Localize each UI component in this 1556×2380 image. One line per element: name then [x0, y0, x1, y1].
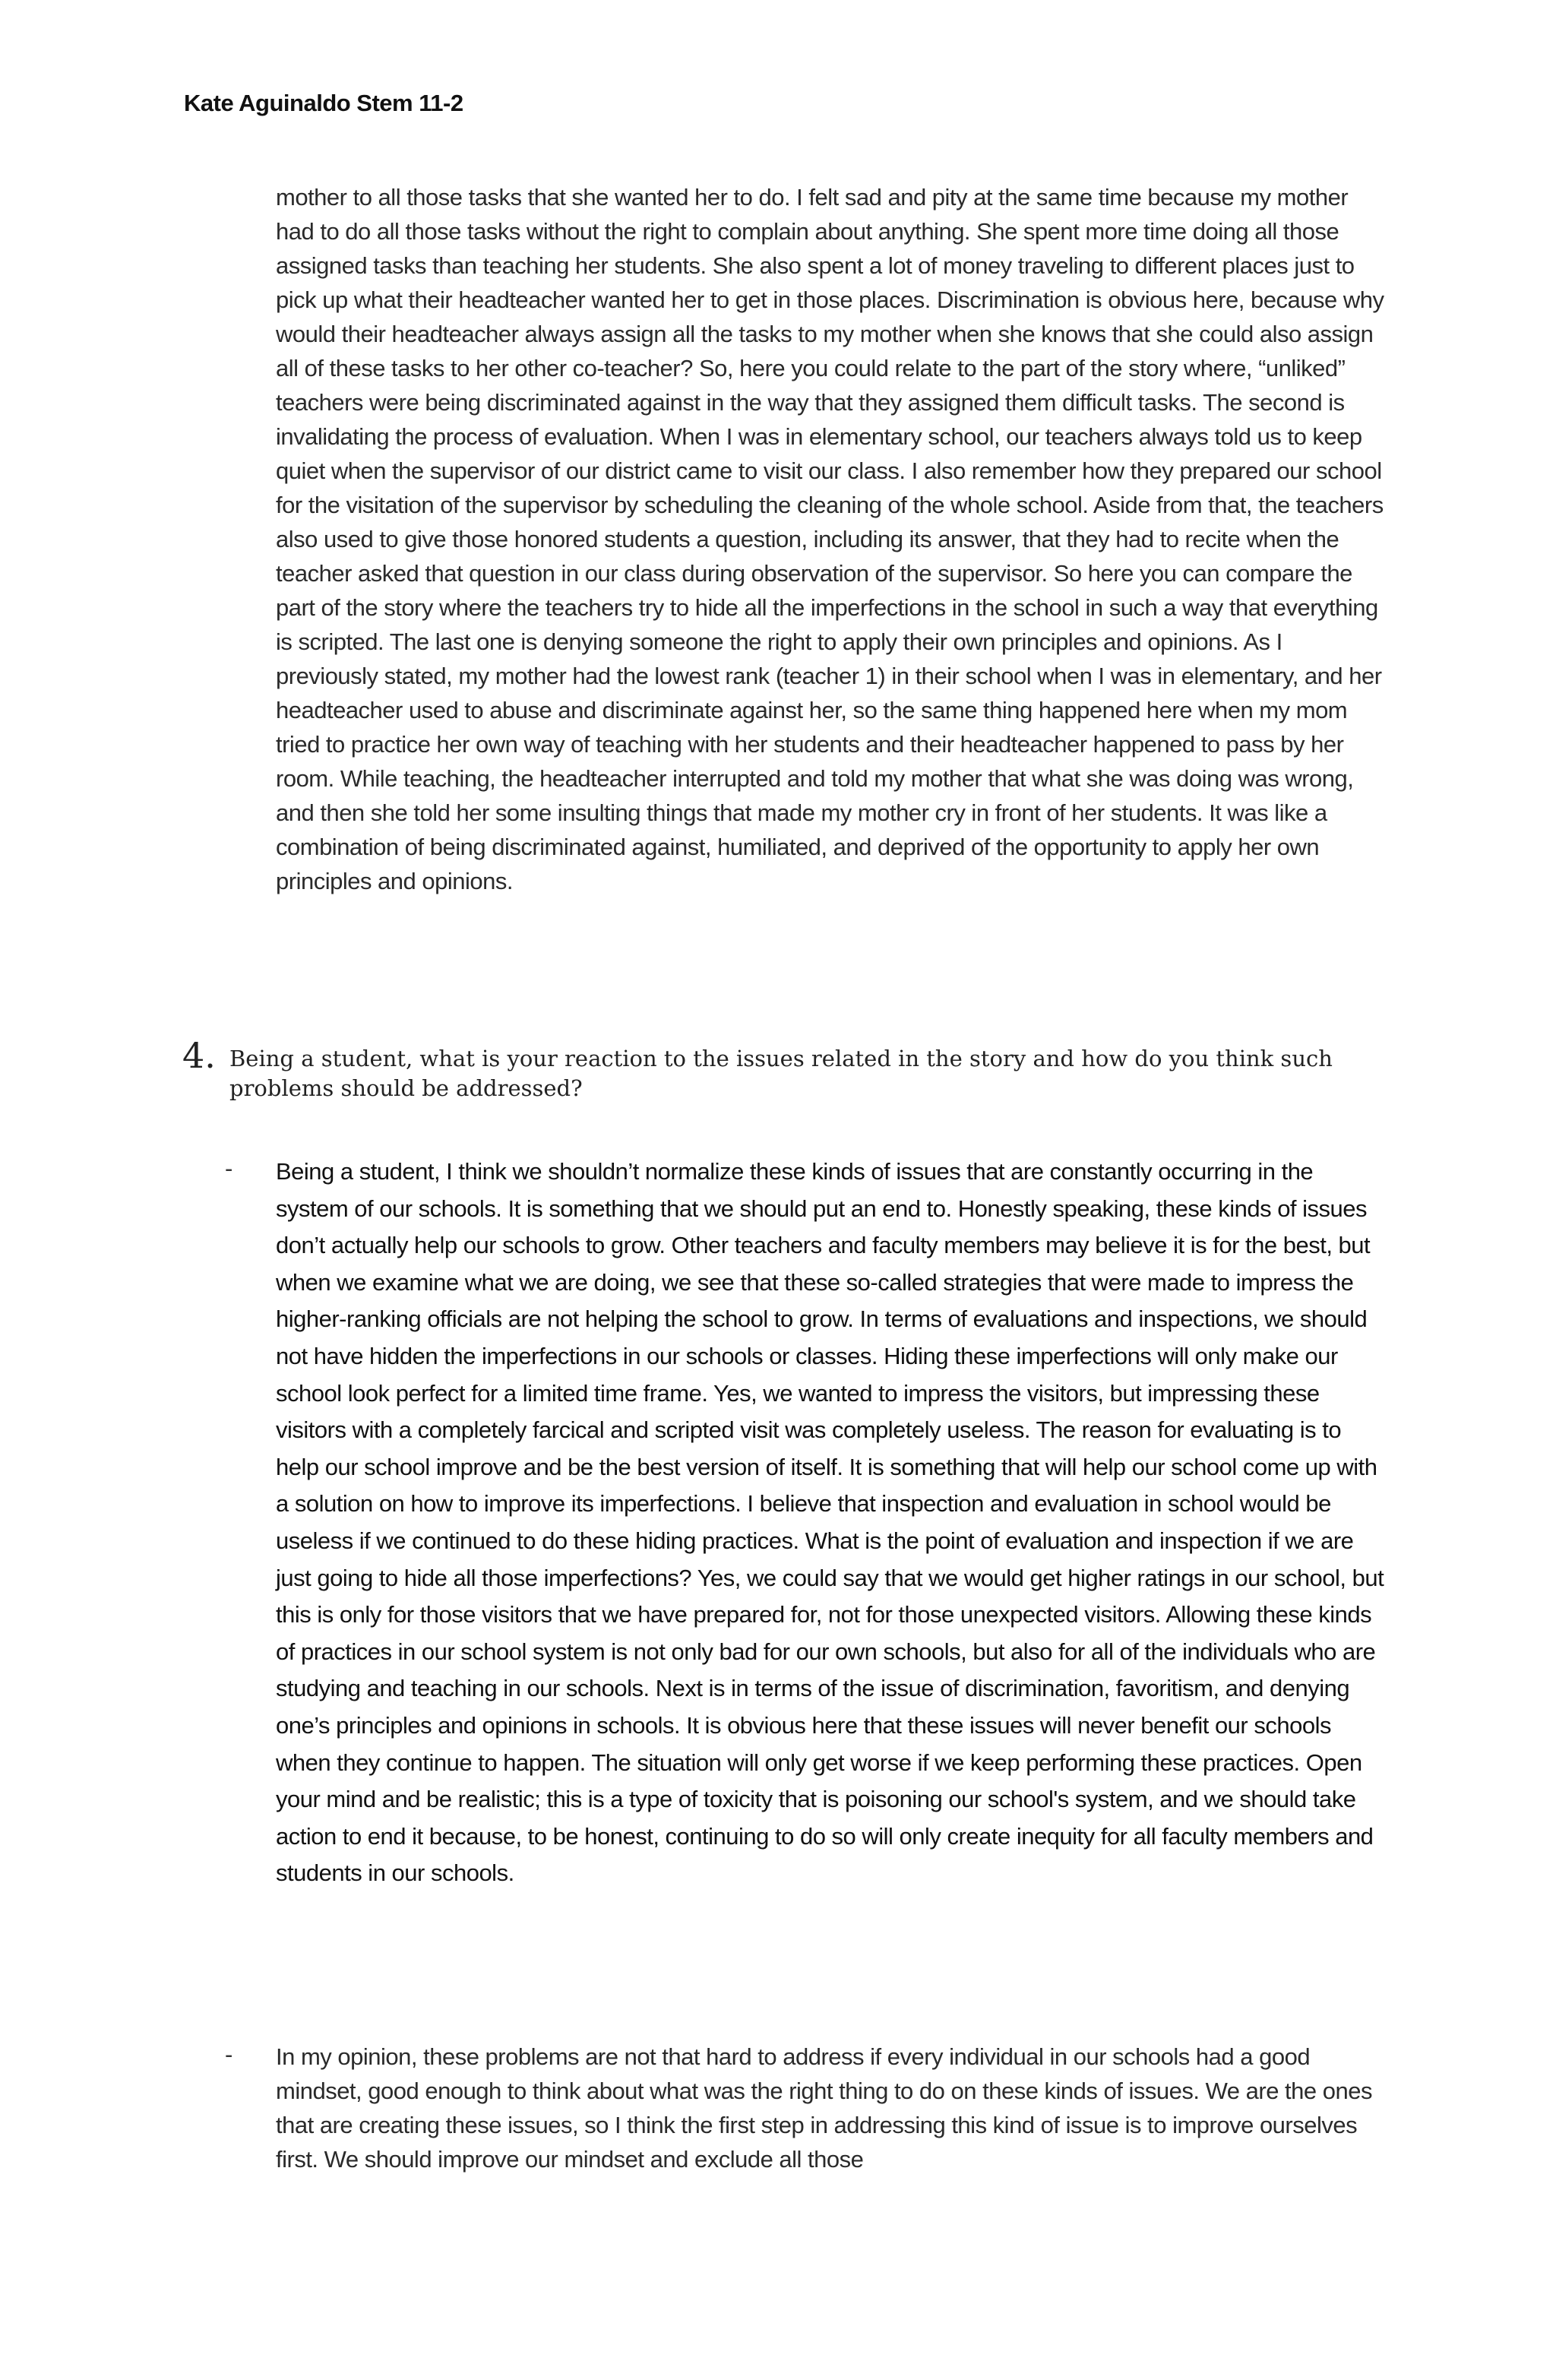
- answer-paragraph-1: Being a student, I think we shouldn’t normalize these kinds of issues that are constantly occurring in the system of our schools. It is something that we should put an end to. Honestly speaking, these kinds of issues don’t actually help our schools to grow. Other teachers and faculty members may believe it is for the best, but when we examine what we are doing, we see that these so-called strategies that were made to impress the higher-ranking officials are not helping the school to grow. In terms of evaluations and inspections, we should not have hidden the imperfections in our schools or classes. Hiding these imperfections will only make our school look perfect for a limited time frame. Yes, we wanted to impress the visitors, but impressing these visitors with a completely farcical and scripted visit was completely useless. The reason for evaluating is to help our school improve and be the best version of itself. It is something that will help our school come up with a solution on how to improve its imperfections. I believe that inspection and evaluation in school would be useless if we continued to do these hiding practices. What is the point of evaluation and inspection if we are just going to hide all those imperfections? Yes, we could say that we would get higher ratings in our school, but this is only for those visitors that we have prepared for, not for those unexpected visitors. Allowing these kinds of practices in our school system is not only bad for our own schools, but also for all of the individuals who are studying and teaching in our schools. Next is in terms of the issue of discrimination, favoritism, and denying one’s principles and opinions in schools. It is obvious here that these issues will never benefit our schools when they continue to happen. The situation will only get worse if we keep performing these practices. Open your mind and be realistic; this is a type of toxicity that is poisoning our school's system, and we should take action to end it because, to be honest, continuing to do so will only create inequity for all faculty members and students in our schools.: [276, 1158, 1384, 1887]
- continuation-paragraph: mother to all those tasks that she wanted her to do. I felt sad and pity at the same time because my mother had to do all those tasks without the right to complain about anything. She spent more time doing all those assigned tasks than teaching her students. She also spent a lot of money traveling to different places just to pick up what their headteacher wanted her to get in those places. Discrimination is obvious here, because why would their headteacher always assign all the tasks to my mother when she knows that she could also assign all of these tasks to her other co-teacher? So, here you could relate to the part of the story where, “unliked” teachers were being discriminated against in the way that they assigned them difficult tasks. The second is invalidating the process of evaluation. When I was in elementary school, our teachers always told us to keep quiet when the supervisor of our district came to visit our class. I also remember how they prepared our school for the visitation of the supervisor by scheduling the cleaning of the whole school. Aside from that, the teachers also used to give those honored students a question, including its answer, that they had to recite when the teacher asked that question in our class during observation of the supervisor. So here you can compare the part of the story where the teachers try to hide all the imperfections in the school in such a way that everything is scripted. The last one is denying someone the right to apply their own principles and opinions. As I previously stated, my mother had the lowest rank (teacher 1) in their school when I was in elementary, and her headteacher used to abuse and discriminate against her, so the same thing happened here when my mom tried to practice her own way of teaching with her students and their headteacher happened to pass by her room. While teaching, the headteacher interrupted and told my mother that what she was doing was wrong, and then she told her some insulting things that made my mother cry in front of her students. It was like a combination of being discriminated against, humiliated, and deprived of the opportunity to apply her own principles and opinions.: [276, 184, 1384, 894]
- page-header: Kate Aguinaldo Stem 11-2: [184, 90, 463, 116]
- question-number: 4.: [182, 1035, 216, 1076]
- answer-bullet-1: -: [225, 1155, 233, 1182]
- answer-paragraph-2: In my opinion, these problems are not that hard to address if every individual in our schools had a good mindset, good enough to think about what was the right thing to do on these kinds of issues. We are the ones that are creating these issues, so I think the first step in addressing this kind of issue is to improve ourselves first. We should improve our mindset and exclude all those: [276, 2043, 1372, 2173]
- answer-bullet-2: -: [225, 2041, 233, 2068]
- question-text: Being a student, what is your reaction to the issues related in the story and how do you think such problems should be addressed?: [229, 1046, 1333, 1101]
